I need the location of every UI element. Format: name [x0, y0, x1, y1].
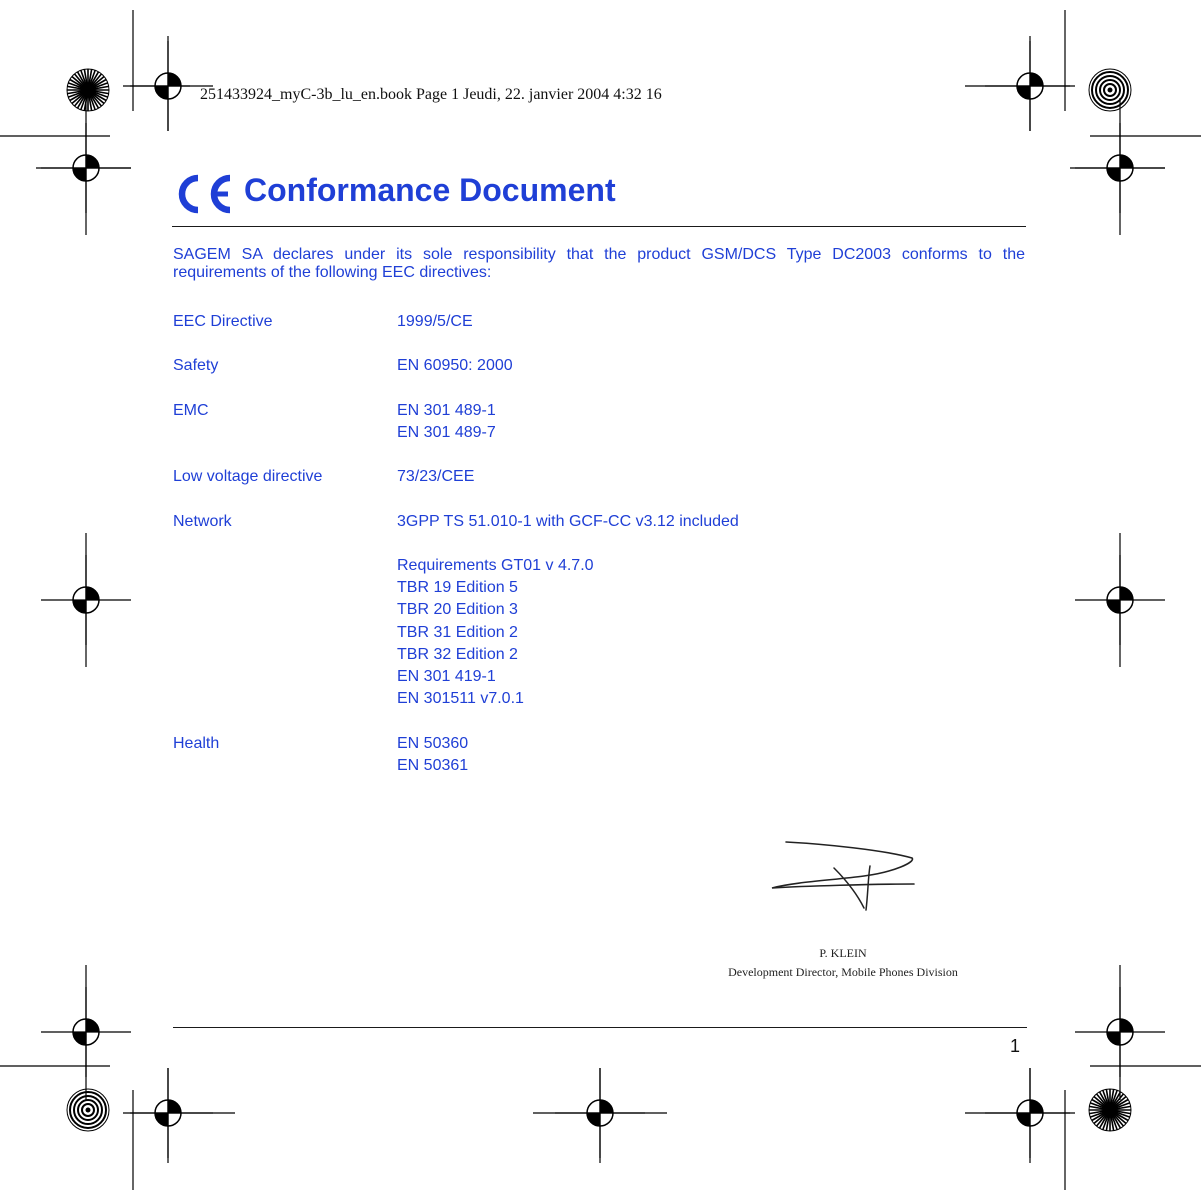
network-requirement-2: TBR 19 Edition 5 — [397, 579, 518, 596]
declaration-intro: SAGEM SA declares under its sole responsibility that the product GSM/DCS Type DC2003 conforms to the requirements of the following EEC directives: — [173, 246, 1025, 281]
title-block — [172, 170, 1026, 227]
signatory-name: P. KLEIN — [819, 946, 867, 960]
handwritten-signature — [764, 838, 924, 918]
row-label-health: Health — [173, 735, 220, 752]
page-number: 1 — [1010, 1036, 1021, 1056]
row-label-eec-directive: EEC Directive — [173, 313, 273, 330]
network-requirement-1: Requirements GT01 v 4.7.0 — [397, 557, 594, 574]
footer-rule — [173, 1027, 1027, 1028]
row-value-health-1: EN 50360 — [397, 735, 469, 752]
network-requirement-5: TBR 32 Edition 2 — [397, 646, 518, 663]
page-title: Conformance Document — [244, 172, 616, 208]
print-slug: 251433924_myC-3b_lu_en.book Page 1 Jeudi, 22. janvier 2004 4:32 16 — [200, 86, 662, 103]
row-label-emc: EMC — [173, 402, 209, 419]
network-requirement-6: EN 301 419-1 — [397, 668, 496, 685]
network-requirement-4: TBR 31 Edition 2 — [397, 624, 518, 641]
row-label-safety: Safety — [173, 357, 219, 374]
row-value-network: 3GPP TS 51.010-1 with GCF-CC v3.12 included — [397, 513, 739, 530]
row-value-low-voltage: 73/23/CEE — [397, 468, 475, 485]
row-value-emc-2: EN 301 489-7 — [397, 424, 496, 441]
ce-mark-logo — [172, 174, 238, 214]
row-label-network: Network — [173, 513, 232, 530]
row-label-low-voltage: Low voltage directive — [173, 468, 323, 485]
signatory-role: Development Director, Mobile Phones Division — [728, 965, 958, 979]
row-value-emc-1: EN 301 489-1 — [397, 402, 496, 419]
row-value-health-2: EN 50361 — [397, 757, 469, 774]
row-value-eec-directive: 1999/5/CE — [397, 313, 473, 330]
network-requirement-3: TBR 20 Edition 3 — [397, 601, 518, 618]
network-requirement-7: EN 301511 v7.0.1 — [397, 690, 524, 707]
row-value-safety: EN 60950: 2000 — [397, 357, 513, 374]
signature-block — [660, 838, 1026, 988]
